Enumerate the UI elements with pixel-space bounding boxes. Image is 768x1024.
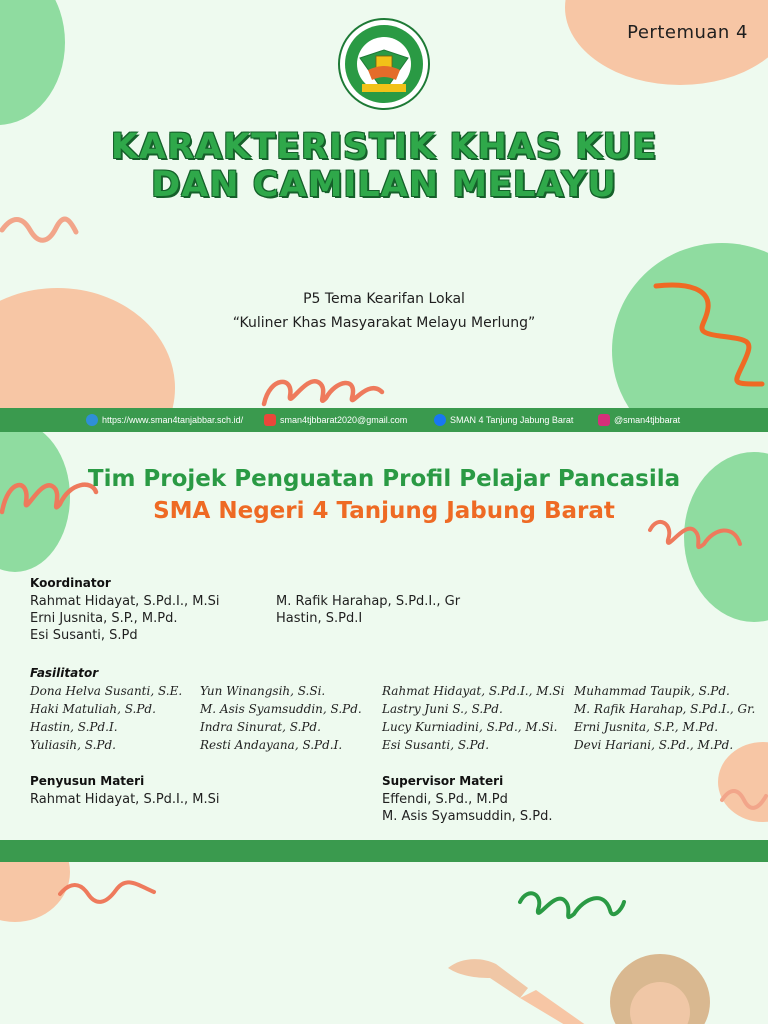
penyusun-list (30, 791, 220, 808)
list-item: Hastin, S.Pd.I (276, 611, 363, 626)
list-item: Resti Andayana, S.Pd.I. (200, 738, 343, 752)
facebook-icon (434, 414, 446, 426)
loop-decoration-green (518, 886, 628, 926)
globe-icon (86, 414, 98, 426)
fasilitator-list-1 (30, 682, 182, 754)
list-item: Lucy Kurniadini, S.Pd., M.Si. (382, 720, 558, 734)
squiggle-decoration-left (0, 208, 80, 248)
loop-decoration (260, 372, 390, 408)
list-item: Rahmat Hidayat, S.Pd.I., M.Si (382, 684, 565, 698)
instagram-icon (598, 414, 610, 426)
list-item: Yuliasih, S.Pd. (30, 738, 116, 752)
list-item: Erni Jusnita, S.P., M.Pd. (574, 720, 719, 734)
main-title-line2: DAN CAMILAN MELAYU (151, 165, 617, 205)
fasilitator-list-4 (574, 682, 755, 754)
list-item: Yun Winangsih, S.Si. (200, 684, 326, 698)
list-item: Lastry Juni S., S.Pd. (382, 702, 503, 716)
list-item: M. Asis Syamsuddin, S.Pd. (200, 702, 362, 716)
supervisor-heading: Supervisor Materi (382, 774, 504, 788)
list-item: Esi Susanti, S.Pd. (382, 738, 490, 752)
koordinator-list-1 (30, 593, 220, 644)
email-contact[interactable] (264, 414, 407, 426)
list-item: M. Rafik Harahap, S.Pd.I., Gr. (574, 702, 756, 716)
list-item: Esi Susanti, S.Pd (30, 628, 138, 643)
instagram-contact[interactable] (598, 414, 680, 426)
fasilitator-list-2 (200, 682, 362, 754)
team-title: Tim Projek Penguatan Profil Pelajar Pancasila (87, 466, 681, 492)
list-item: Dona Helva Susanti, S.E. (30, 684, 183, 698)
squiggle-decoration-left (58, 876, 158, 906)
list-item: M. Asis Syamsuddin, S.Pd. (382, 809, 553, 824)
team-slide (0, 432, 768, 840)
list-item: M. Rafik Harahap, S.Pd.I., Gr (276, 594, 461, 609)
penyusun-heading: Penyusun Materi (30, 774, 145, 788)
subtitle-quote: “Kuliner Khas Masyarakat Melayu Merlung” (232, 315, 536, 331)
instagram-text: @sman4tjbbarat (614, 415, 681, 425)
cover-slide (0, 0, 768, 408)
school-name: SMA Negeri 4 Tanjung Jabung Barat (153, 498, 615, 524)
facebook-contact[interactable] (434, 414, 573, 426)
facebook-text: SMAN 4 Tanjung Jabung Barat (450, 415, 574, 425)
list-item: Muhammad Taupik, S.Pd. (574, 684, 730, 698)
fasilitator-list-3 (382, 682, 564, 754)
main-title-line1: KARAKTERISTIK KHAS KUE (110, 127, 658, 167)
squiggle-decoration-right (720, 782, 768, 812)
list-item: Effendi, S.Pd., M.Pd (382, 792, 508, 807)
list-item: Rahmat Hidayat, S.Pd.I., M.Si (30, 594, 220, 609)
green-divider (0, 840, 768, 862)
list-item: Hastin, S.Pd.I. (30, 720, 118, 734)
koordinator-heading: Koordinator (30, 576, 111, 590)
gmail-icon (264, 414, 276, 426)
list-item: Haki Matuliah, S.Pd. (30, 702, 156, 716)
next-slide-partial (0, 862, 768, 1024)
mint-blob-topleft (0, 0, 65, 125)
email-text: sman4tjbbarat2020@gmail.com (280, 415, 408, 425)
contact-bar (0, 408, 768, 432)
meeting-label: Pertemuan 4 (627, 22, 748, 43)
list-item: Erni Jusnita, S.P., M.Pd. (30, 611, 178, 626)
supervisor-list (382, 791, 552, 825)
list-item: Rahmat Hidayat, S.Pd.I., M.Si (30, 792, 220, 807)
person-illustration (440, 938, 740, 1024)
website-text: https://www.sman4tanjabbar.sch.id/ (102, 415, 244, 425)
fasilitator-heading: Fasilitator (30, 666, 99, 680)
list-item: Devi Hariani, S.Pd., M.Pd. (574, 738, 734, 752)
koordinator-list-2 (276, 593, 460, 627)
list-item: Indra Sinurat, S.Pd. (200, 720, 321, 734)
school-logo (338, 18, 430, 110)
website-contact[interactable] (86, 414, 243, 426)
subtitle-theme: P5 Tema Kearifan Lokal (303, 291, 465, 307)
main-title (0, 128, 768, 204)
